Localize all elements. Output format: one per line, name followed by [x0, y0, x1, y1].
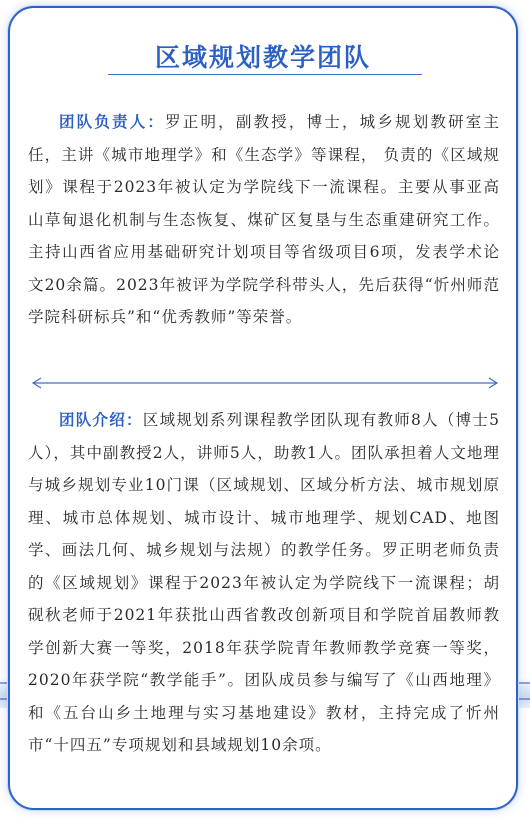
intro-label: 团队介绍： — [59, 410, 143, 429]
leader-text: 罗正明，副教授，博士，城乡规划教研室主任，主讲《城市地理学》和《生态学》等课程， 负责的《区域规划》课程于2023年被认定为学院线下一流课程。主要从事亚高山草甸退化机制与生态恢复、煤矿区复垦与生态重建研究工作。主持山西省应用基础研究计划项目等省级项目6项，发表学术论文20余篇。2023年被评为学院学科带头人，先后获得“忻州师范学院科研标兵”和“优秀教师”等荣誉。 — [28, 113, 500, 326]
title-underline — [108, 74, 422, 75]
leader-label: 团队负责人： — [59, 112, 166, 131]
leader-paragraph — [28, 106, 500, 334]
page-title: 区域规划教学团队 — [154, 43, 371, 72]
team-card — [8, 6, 518, 810]
double-arrow-divider — [30, 377, 500, 389]
intro-paragraph — [28, 404, 500, 762]
intro-text: 区域规划系列课程教学团队现有教师8人（博士5人），其中副教授2人，讲师5人，助教1人。团队承担着人文地理与城乡规划专业10门课（区域规划、区域分析方法、城市规划原理、城市总体规划、城市设计、城市地理学、规划CAD、地图学、画法几何、城乡规划与法规）的教学任务。罗正明老师负责的《区域规划》课程于2023年被认定为学院线下一流课程；胡砚秋老师于2021年获批山西省教改创新项目和学院首届教师教学创新大赛一等奖，2018年获学院青年教师教学竞赛一等奖，2020年获学院“教学能手”。团队成员参与编写了《山西地理》和《五台山乡土地理与实习基地建设》教材，主持完成了忻州市“十四五”专项规划和县域规划10余项。 — [28, 411, 500, 754]
